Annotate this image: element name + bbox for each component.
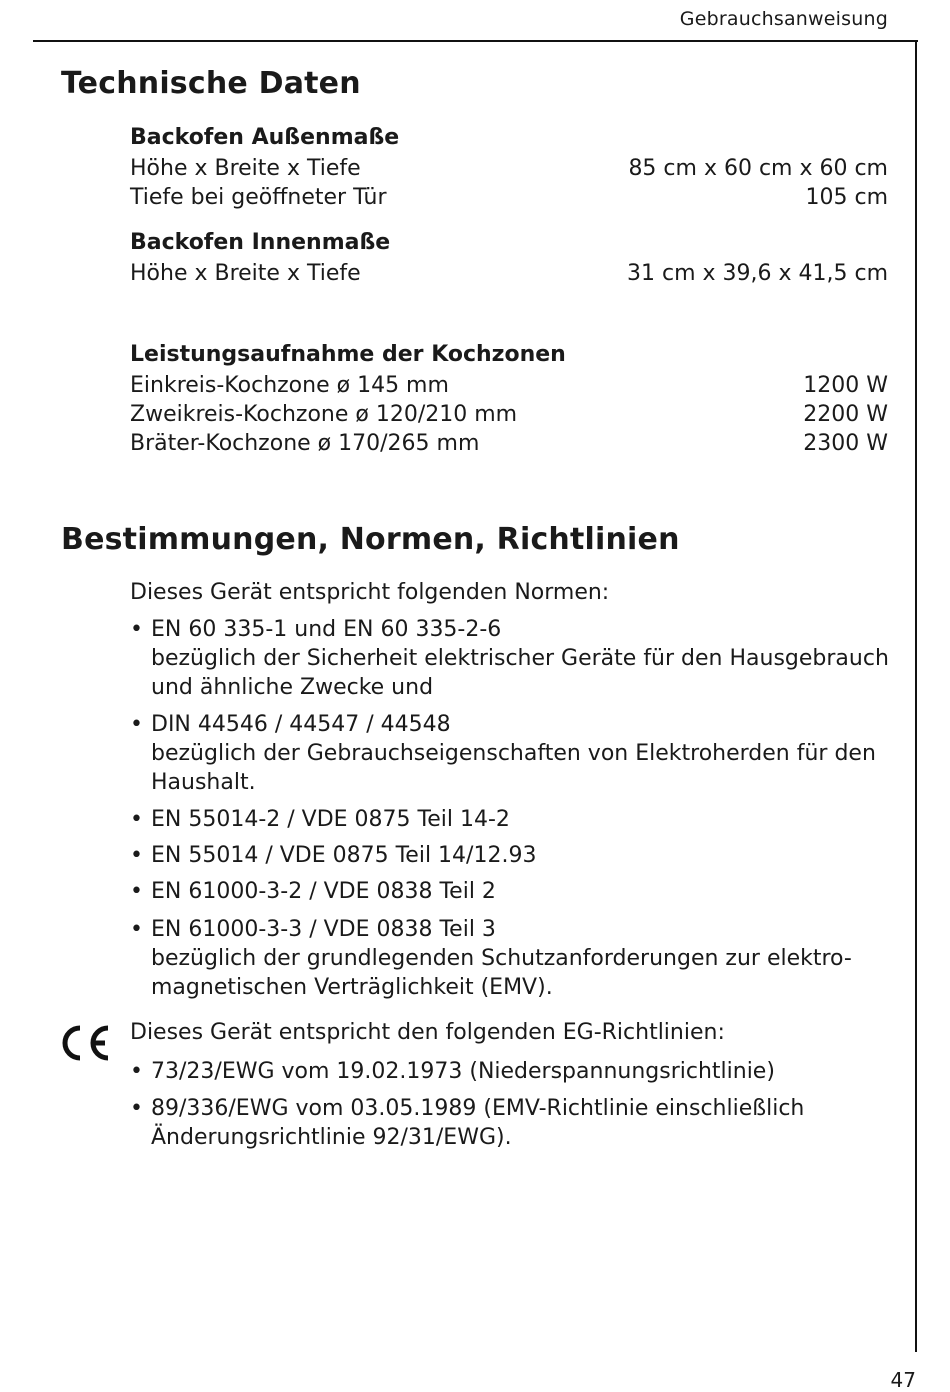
spec-value: 85 cm x 60 cm x 60 cm — [628, 156, 888, 181]
section-title-norms: Bestimmungen, Normen, Richtlinien — [61, 522, 680, 557]
list-item-text: EN 55014-2 / VDE 0875 Teil 14-2 — [151, 807, 510, 832]
page-number: 47 — [890, 1368, 916, 1392]
power-heading: Leistungsaufnahme der Kochzonen — [130, 342, 566, 367]
spec-row — [130, 402, 888, 427]
list-item-text: EN 60 335-1 und EN 60 335-2-6 — [151, 617, 502, 642]
list-item-text: EN 61000-3-2 / VDE 0838 Teil 2 — [151, 879, 496, 904]
directives-intro: Dieses Gerät entspricht den folgenden EG-Richtlinien: — [130, 1020, 725, 1045]
list-item — [130, 1094, 890, 1152]
list-item — [130, 805, 890, 834]
list-item — [130, 877, 890, 906]
list-item-text: und ähnliche Zwecke und — [151, 675, 434, 700]
header-rule — [33, 40, 918, 42]
list-item-text: bezüglich der Gebrauchseigenschaften von Elektroherden für den — [151, 741, 876, 766]
spec-value: 1200 W — [803, 373, 888, 398]
bullet-icon: • — [130, 712, 143, 737]
list-item-text: Haushalt. — [151, 770, 256, 795]
spec-row — [130, 373, 888, 398]
margin-rule — [915, 40, 917, 1352]
list-item — [130, 1057, 890, 1086]
spec-value: 2200 W — [803, 402, 888, 427]
spec-label: Tiefe bei geöffneter Tür — [130, 185, 387, 210]
spec-value: 2300 W — [803, 431, 888, 456]
bullet-icon: • — [130, 617, 143, 642]
spec-row — [130, 185, 888, 210]
bullet-icon: • — [130, 1059, 143, 1084]
list-item — [130, 841, 890, 870]
list-item — [130, 710, 890, 797]
list-item-text: 73/23/EWG vom 19.02.1973 (Niederspannungsrichtlinie) — [151, 1059, 775, 1084]
spec-label: Bräter-Kochzone ø 170/265 mm — [130, 431, 480, 456]
list-item-text: bezüglich der grundlegenden Schutzanforderungen zur elektro- — [151, 946, 852, 971]
norms-intro: Dieses Gerät entspricht folgenden Normen: — [130, 580, 610, 605]
list-item — [130, 615, 890, 702]
spec-label: Zweikreis-Kochzone ø 120/210 mm — [130, 402, 518, 427]
bullet-icon: • — [130, 843, 143, 868]
spec-value: 105 cm — [805, 185, 888, 210]
list-item-text: EN 55014 / VDE 0875 Teil 14/12.93 — [151, 843, 537, 868]
list-item-text: DIN 44546 / 44547 / 44548 — [151, 712, 451, 737]
spec-row — [130, 156, 888, 181]
section-title-technical: Technische Daten — [61, 66, 361, 101]
bullet-icon: • — [130, 879, 143, 904]
outer-dimensions-heading: Backofen Außenmaße — [130, 125, 400, 150]
spec-label: Einkreis-Kochzone ø 145 mm — [130, 373, 449, 398]
inner-dimensions-heading: Backofen Innenmaße — [130, 230, 391, 255]
running-header: Gebrauchsanweisung — [679, 8, 888, 30]
list-item-text: 89/336/EWG vom 03.05.1989 (EMV-Richtlinie einschließlich — [151, 1096, 805, 1121]
spec-label: Höhe x Breite x Tiefe — [130, 261, 361, 286]
spec-value: 31 cm x 39,6 x 41,5 cm — [626, 261, 888, 286]
list-item-text: bezüglich der Sicherheit elektrischer Geräte für den Hausgebrauch — [151, 646, 889, 671]
bullet-icon: • — [130, 807, 143, 832]
bullet-icon: • — [130, 1096, 143, 1121]
list-item-text: magnetischen Verträglichkeit (EMV). — [151, 975, 553, 1000]
list-item-text: Änderungsrichtlinie 92/31/EWG). — [151, 1125, 512, 1150]
spec-label: Höhe x Breite x Tiefe — [130, 156, 361, 181]
bullet-icon: • — [130, 917, 143, 942]
list-item-text: EN 61000-3-3 / VDE 0838 Teil 3 — [151, 917, 496, 942]
list-item — [130, 915, 890, 1002]
spec-row — [130, 261, 888, 286]
spec-row — [130, 431, 888, 456]
ce-mark-icon — [58, 1022, 112, 1064]
